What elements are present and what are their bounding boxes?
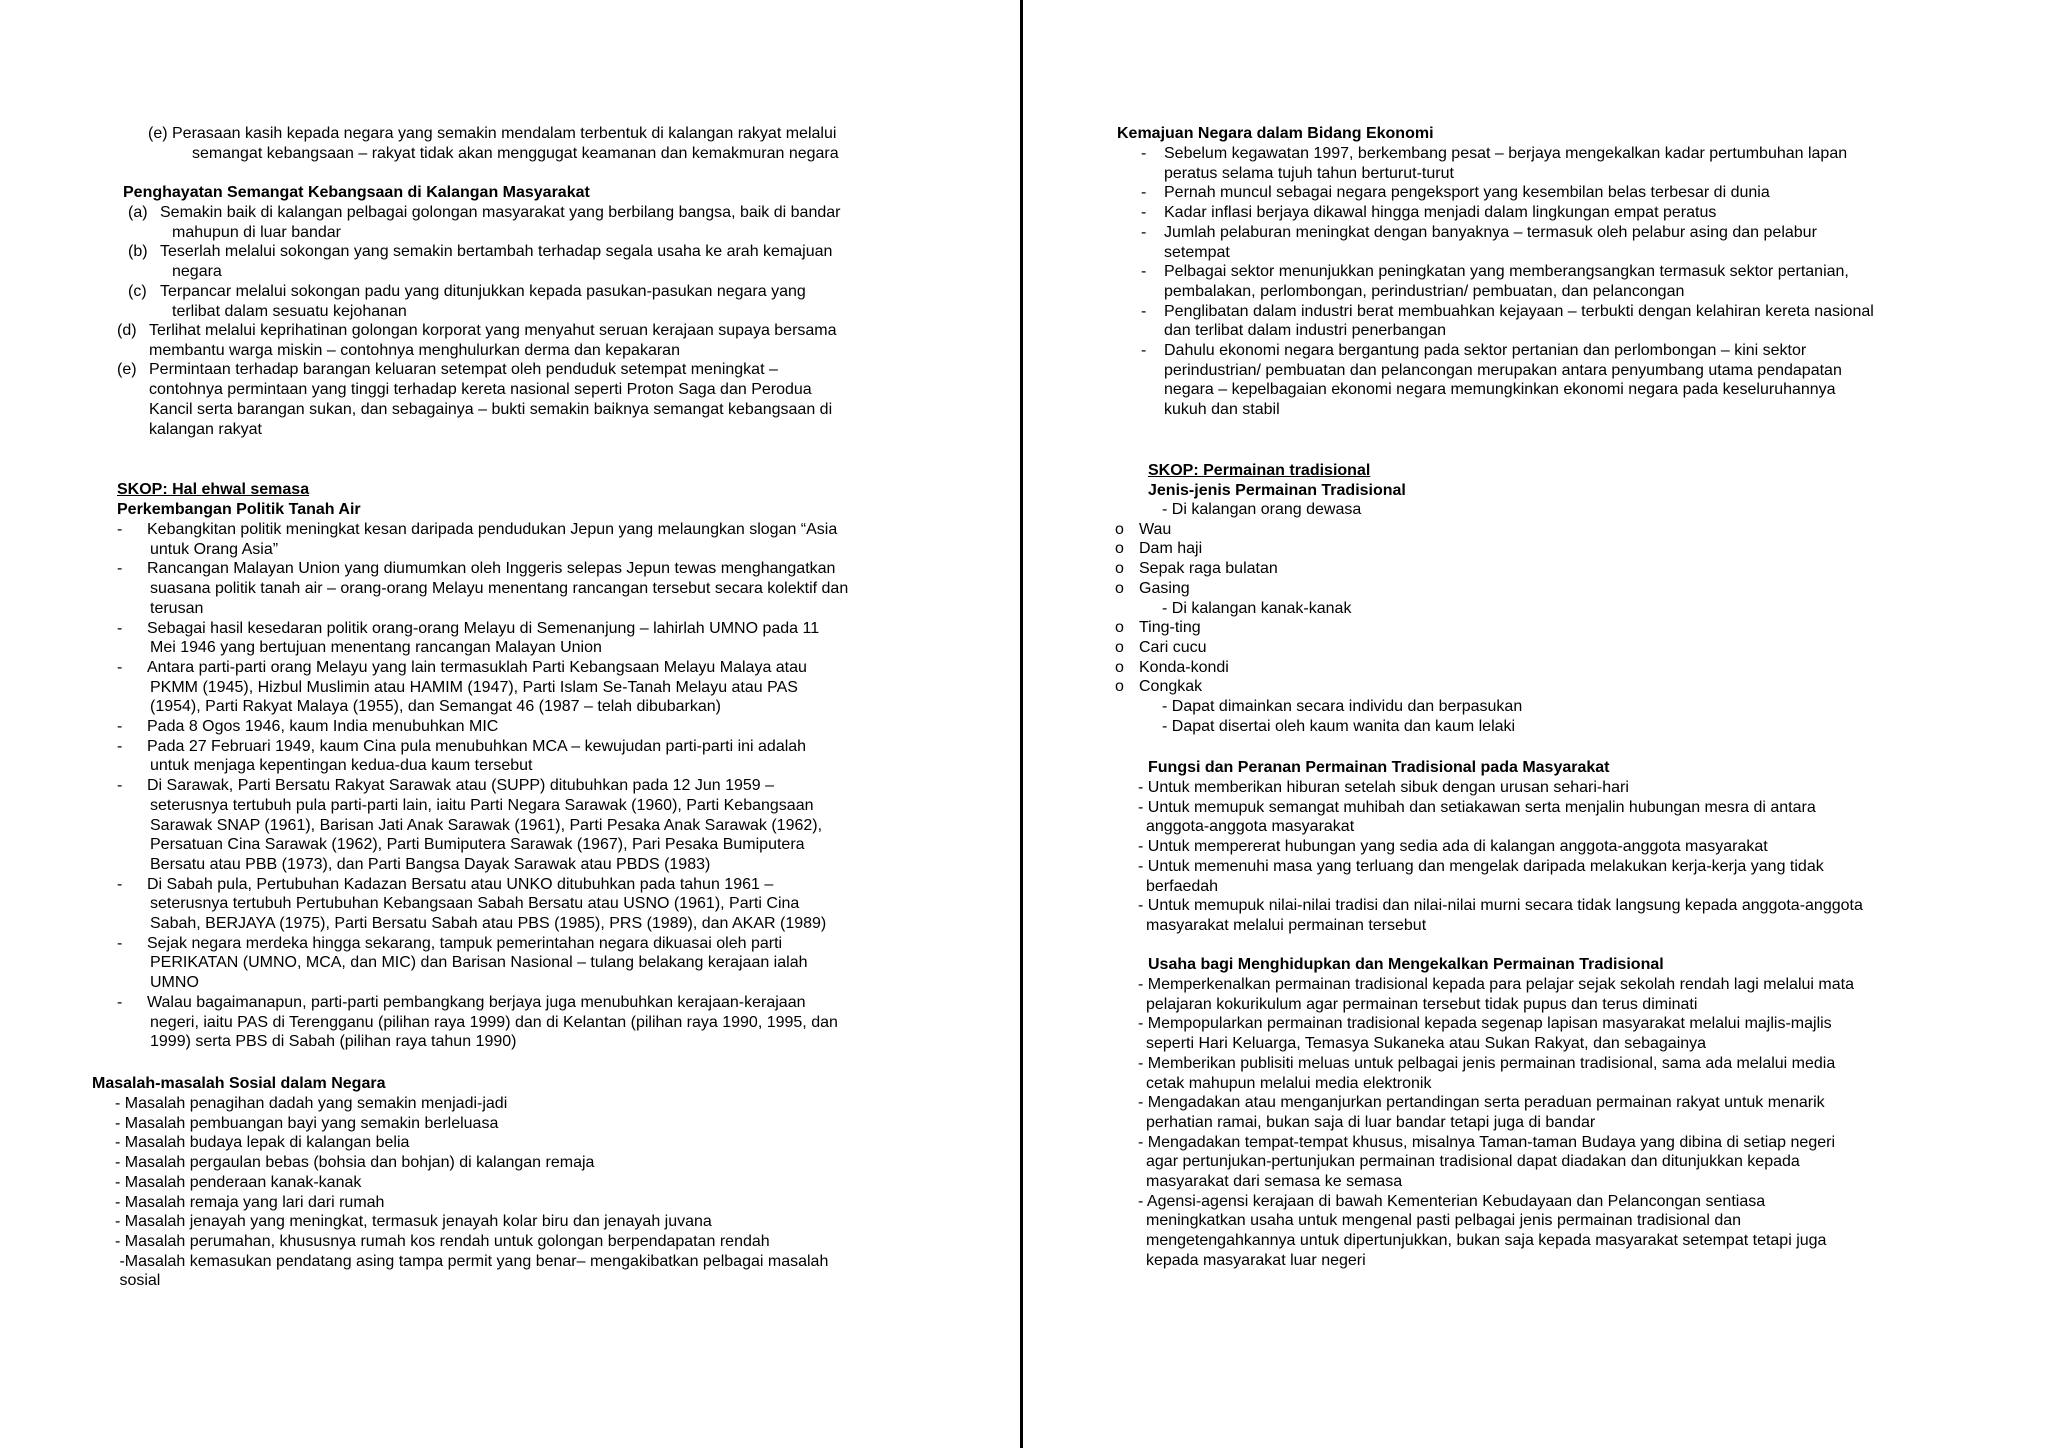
list-item: sosial [115,1272,161,1290]
item-label: Ting-ting [1139,619,1201,637]
item-line: Terpancar melalui sokongan padu yang ditunjukkan kepada pasukan-pasukan negara yang [160,282,806,300]
list-item [117,360,837,439]
masalah-heading: Masalah-masalah Sosial dalam Negara [92,1075,386,1092]
item-line: Di Sarawak, Parti Bersatu Rakyat Sarawak atau (SUPP) ditubuhkan pada 12 Jun 1959 – [147,777,775,795]
item-line: untuk menjaga kepentingan kedua-dua kaum tersebut [150,757,533,775]
item-line: Sarawak SNAP (1961), Barisan Jati Anak Sarawak (1961), Parti Pesaka Anak Sarawak (1962), [150,816,823,834]
item-bullet: - [1141,145,1147,162]
item-line: Sebagai hasil kesedaran politik orang-orang Melayu di Semenanjung – lahirlah UMNO pada 11 [147,619,820,637]
sub-heading: - Di kalangan orang dewasa [1162,501,1362,518]
item-line: membantu warga miskin – contohnya menghulurkan derma dan kepakaran [149,341,680,359]
item-bullet: - [1141,263,1147,281]
item-line: Penglibatan dalam industri berat membuahkan kejayaan – terbukti dengan kelahiran kereta nasional [1164,302,1874,320]
list-item [128,203,840,242]
item-label: Sepak raga bulatan [1139,560,1278,578]
left-page [0,0,1023,1448]
list-item [1115,579,1522,599]
item-bullet: - [117,737,123,755]
item-bullet: - [117,777,123,795]
item-marker: (a) [128,204,148,221]
item-line: - Mempopularkan permainan tradisional kepada segenap lapisan masyarakat melalui majlis-majlis [1138,1015,1832,1033]
item-line: Sebelum kegawatan 1997, berkembang pesat – berjaya mengekalkan kadar pertumbuhan lapan [1164,145,1848,162]
item-line: berfaedah [1146,877,1219,895]
item-line: peratus selama tujuh tahun berturut-turut [1164,164,1454,182]
item-line: Teserlah melalui sokongan yang semakin bertambah terhadap segala usaha ke arah kemajuan [160,243,833,261]
list-item: - Masalah remaja yang lari dari rumah [115,1193,385,1211]
circle-bullet: o [1115,560,1124,578]
item-line: Antara parti-parti orang Melayu yang lain termasuklah Parti Kebangsaan Melayu Malaya atau [147,658,807,676]
item-line: seterusnya tertubuh Pertubuhan Kebangsaan Sabah Bersatu atau USNO (1961), Parti Cina [150,895,800,913]
penghayatan-list [128,203,840,321]
list-item [1141,144,1961,183]
item-line: - Untuk memupuk semangat muhibah dan setiakawan serta menjalin hubungan mesra di antara [1138,798,1816,816]
item-bullet: - [117,619,123,637]
item-line: UMNO [150,974,199,992]
list-item [1138,857,1863,896]
item-marker: (c) [128,282,147,300]
list-item [117,776,937,875]
list-item [117,737,937,776]
list-item: - Masalah perumahan, khususnya rumah kos rendah untuk golongan berpendapatan rendah [115,1232,770,1250]
list-item [117,717,937,737]
item-line: untuk Orang Asia” [150,540,279,558]
item-label: Dam haji [1139,540,1203,558]
item-line: meningkatkan usaha untuk mengenal pasti pelbagai jenis permainan tradisional dan [1146,1212,1742,1230]
item-line: suasana politik tanah air – orang-orang Melayu menentang rancangan tersebut secara kolektif dan [150,580,849,598]
item-line: Rancangan Malayan Union yang diumumkan oleh Inggeris selepas Jepun tewas menghangatkan [147,560,836,578]
penghayatan-heading: Penghayatan Semangat Kebangsaan di Kalangan Masyarakat [123,184,590,201]
list-item [1138,1014,1854,1053]
item-line: PKMM (1945), Hizbul Muslimin atau HAMIM (1947), Parti Islam Se-Tanah Melayu atau PAS [150,678,798,696]
item-line: Pada 27 Februari 1949, kaum Cina pula menubuhkan MCA – kewujudan parti-parti ini adalah [147,737,807,755]
item-label: Cari cucu [1139,638,1207,656]
item-bullet: - [1141,342,1147,360]
item-bullet: - [117,934,123,952]
item-line: Semakin baik di kalangan pelbagai golongan masyarakat yang berbilang bangsa, baik di bandar [160,204,841,221]
list-item [1141,223,1961,262]
list-item [1115,539,1522,559]
item-marker: (e) [148,125,168,142]
item-bullet: - [1141,302,1147,320]
item-line: perhatian ramai, bukan saja di luar bandar tetapi juga di bandar [1146,1113,1596,1131]
item-line: negeri, iaitu PAS di Terengganu (pilihan raya 1999) dan di Kelantan (pilihan raya 1990, 1995, dan [150,1013,838,1031]
list-item: - Masalah budaya lepak di kalangan belia [115,1134,410,1152]
item-line: kalangan rakyat [149,420,262,438]
item-line: pelajaran kokurikulum agar permainan tersebut tidak pupus dan terus diminati [1146,995,1698,1013]
list-item: - Masalah pergaulan bebas (bohsia dan bohjan) di kalangan remaja [115,1154,595,1172]
item-marker: (d) [117,322,137,339]
item-line: Kancil serta barangan sukan, dan sebagainya – bukti semakin baiknya semangat kebangsaan di [149,400,833,418]
circle-bullet: o [1115,658,1124,676]
list-item [1138,975,1854,1014]
item-line: setempat [1164,243,1230,261]
item-label: Congkak [1139,678,1203,696]
item-bullet: - [117,658,123,676]
skop-permainan [1148,461,1406,500]
masalah-list [115,1094,828,1291]
list-item [1115,658,1522,678]
right-page [1023,0,2048,1448]
circle-bullet: o [1115,619,1124,637]
item-line: Perasaan kasih kepada negara yang semakin mendalam terbentuk di kalangan rakyat melalui [172,125,837,142]
note-line: - Dapat disertai oleh kaum wanita dan kaum lelaki [1162,717,1516,735]
item-line: mahupun di luar bandar [172,223,342,241]
item-line: Jumlah pelaburan meningkat dengan banyaknya – termasuk oleh pelabur asing dan pelabur [1164,223,1817,241]
intro-item-e [148,124,839,163]
list-item [1141,341,1961,420]
jenis-list [1115,500,1522,736]
list-item [1115,559,1522,579]
item-label: Gasing [1139,579,1190,597]
list-item [117,658,937,717]
item-line: pembalakan, perlombongan, perindustrian/ pembuatan, dan pelancongan [1164,282,1685,300]
item-line: - Memberikan publisiti meluas untuk pelbagai jenis permainan tradisional, sama ada melalui media [1138,1054,1836,1072]
list-item [1115,618,1522,638]
list-item [1138,1192,1854,1271]
skop-semasa [117,480,361,519]
list-item [1115,677,1522,697]
usaha-list [1138,975,1854,1271]
list-item [117,520,937,559]
item-line: dan terlibat dalam industri penerbangan [1164,322,1446,340]
item-line: - Mengadakan atau menganjurkan pertandingan serta peraduan permainan rakyat untuk menarik [1138,1094,1825,1112]
jenis-heading: Jenis-jenis Permainan Tradisional [1148,481,1406,499]
circle-bullet: o [1115,520,1124,538]
item-line: Pernah muncul sebagai negara pengeksport yang kesembilan belas terbesar di dunia [1164,184,1770,202]
list-item: - Masalah pembuangan bayi yang semakin berleluasa [115,1114,499,1132]
item-line: Persatuan Cina Sarawak (1962), Parti Bumiputera Sarawak (1967), Pari Pesaka Bumiputera [150,836,805,854]
item-line: agar pertunjukan-pertunjukan permainan tradisional dapat diadakan dan ditunjukkan kepada [1146,1153,1800,1171]
penghayatan-list-continued [117,321,837,439]
note-line: - Dapat dimainkan secara individu dan berpasukan [1162,698,1523,716]
list-item [117,619,937,658]
item-line: Permintaan terhadap barangan keluaran setempat oleh penduduk setempat meningkat – [149,361,778,379]
item-line: Dahulu ekonomi negara bergantung pada sektor pertanian dan perlombongan – kini sektor [1164,342,1807,360]
list-item [1138,798,1863,837]
item-line: Pada 8 Ogos 1946, kaum India menubuhkan MIC [147,718,499,736]
circle-bullet: o [1115,638,1124,656]
item-line: kukuh dan stabil [1164,401,1280,419]
item-line: Sejak negara merdeka hingga sekarang, tampuk pemerintahan negara dikuasai oleh parti [147,934,783,952]
item-line: contohnya permintaan yang tinggi terhadap kereta nasional seperti Proton Saga dan Perodua [149,381,812,399]
ekonomi-heading: Kemajuan Negara dalam Bidang Ekonomi [1117,125,1434,142]
item-bullet: - [117,993,123,1011]
list-item: - Masalah jenayah yang meningkat, termasuk jenayah kolar biru dan jenayah juvana [115,1213,712,1231]
list-item [1115,638,1522,658]
item-line: Di Sabah pula, Pertubuhan Kadazan Bersatu atau UNKO ditubuhkan pada tahun 1961 – [147,875,774,893]
item-line: negara [172,263,222,281]
item-line: - Untuk memupuk nilai-nilai tradisi dan nilai-nilai murni secara tidak langsung kepada anggota-anggota [1138,897,1863,915]
list-item: -Masalah kemasukan pendatang asing tampa permit yang benar– mengakibatkan pelbagai masalah [115,1252,829,1270]
list-item [1141,183,1961,203]
item-line: - Untuk memenuhi masa yang terluang dan mengelak daripada melakukan kerja-kerja yang tidak [1138,857,1824,875]
item-bullet: - [1141,184,1147,202]
sub-heading: - Di kalangan kanak-kanak [1162,599,1352,617]
list-item [1115,520,1522,540]
item-line: Sabah, BERJAYA (1975), Parti Bersatu Sabah atau PBS (1985), PRS (1989), dan AKAR (1989) [150,915,827,933]
list-item: - Masalah penderaan kanak-kanak [115,1173,362,1191]
list-item [1141,262,1961,301]
item-line: Terlihat melalui keprihatinan golongan korporat yang menyahut seruan kerajaan supaya bersama [149,322,837,339]
item-line: anggota-anggota masyarakat [1146,818,1355,836]
item-line: PERIKATAN (UMNO, MCA, dan MIC) dan Barisan Nasional – tulang belakang kerajaan ialah [150,954,808,972]
list-item [1138,1133,1854,1192]
item-line: Kebangkitan politik meningkat kesan daripada pendudukan Jepun yang melaungkan slogan “Asia [147,521,838,538]
skop-title: SKOP: Permainan tradisional [1148,462,1371,479]
item-line: seperti Hari Keluarga, Temasya Sukaneka atau Sukan Rakyat, dan sebagainya [1146,1035,1707,1053]
list-item [117,875,937,934]
item-line: - Untuk mempererat hubungan yang sedia ada di kalangan anggota-anggota masyarakat [1138,838,1768,856]
item-line: masyarakat dari semasa ke semasa [1146,1173,1403,1191]
list-item: - Masalah penagihan dadah yang semakin menjadi-jadi [115,1095,508,1112]
item-line: - Mengadakan tempat-tempat khusus, misalnya Taman-taman Budaya yang dibina di setiap negeri [1138,1133,1835,1151]
item-line: perindustrian/ pembuatan dan pelancongan merupakan antara penyumbang utama pendapatan [1164,361,1842,379]
item-bullet: - [117,521,123,538]
item-bullet: - [117,560,123,578]
list-item [128,282,840,321]
skop-title: SKOP: Hal ehwal semasa [117,481,310,498]
ekonomi-list [1141,144,1961,420]
item-line: semangat kebangsaan – rakyat tidak akan menggugat keamanan dan kemakmuran negara [192,144,839,162]
item-line: Walau bagaimanapun, parti-parti pembangkang berjaya juga menubuhkan kerajaan-kerajaan [147,993,806,1011]
usaha-heading: Usaha bagi Menghidupkan dan Mengekalkan Permainan Tradisional [1148,956,1664,973]
list-item [1138,1054,1854,1093]
item-bullet: - [1141,223,1147,241]
item-marker: (e) [117,361,137,379]
item-bullet: - [117,875,123,893]
list-item [1138,778,1863,798]
item-line: Mei 1946 yang bertujuan menentang rancangan Malayan Union [150,639,602,657]
item-label: Konda-kondi [1139,658,1229,676]
item-line: Pelbagai sektor menunjukkan peningkatan yang memberangsangkan termasuk sektor pertanian, [1164,263,1849,281]
item-line: seterusnya tertubuh pula parti-parti lain, iaitu Parti Negara Sarawak (1960), Parti Kebangsaan [150,796,814,814]
item-bullet: - [117,718,123,736]
list-item [1141,203,1961,223]
list-item [128,242,840,281]
circle-bullet: o [1115,540,1124,558]
circle-bullet: o [1115,678,1124,696]
item-line: (1954), Parti Rakyat Malaya (1955), dan Semangat 46 (1987 – telah dibubarkan) [150,698,722,716]
item-line: negara – kepelbagaian ekonomi negara memungkinkan ekonomi negara pada keseluruhannya [1164,381,1836,399]
item-line: terusan [150,599,204,617]
item-label: Wau [1139,520,1172,538]
item-line: Bersatu atau PBB (1973), dan Parti Bangsa Dayak Sarawak atau PBDS (1983) [150,855,711,873]
list-item [1138,896,1863,935]
item-line: terlibat dalam sesuatu kejohanan [172,302,407,320]
item-line: masyarakat melalui permainan tersebut [1146,916,1427,934]
circle-bullet: o [1115,579,1124,597]
list-item [1138,1093,1854,1132]
fungsi-heading: Fungsi dan Peranan Permainan Tradisional pada Masyarakat [1148,759,1610,776]
list-item [1141,302,1961,341]
item-line: mengetengahkannya untuk dipertunjukkan, bukan saja kepada masyarakat setempat tetapi juga [1146,1232,1827,1250]
politik-list [117,520,937,1052]
list-item [117,993,937,1052]
item-line: - Memperkenalkan permainan tradisional kepada para pelajar sejak sekolah rendah lagi melalui mata [1138,976,1854,993]
list-item [117,559,937,618]
item-line: cetak mahupun melalui media elektronik [1146,1074,1432,1092]
list-item [117,321,837,360]
item-line: Kadar inflasi berjaya dikawal hingga menjadi dalam lingkungan empat peratus [1164,204,1717,222]
item-line: 1999) serta PBS di Sabah (pilihan raya tahun 1990) [150,1033,517,1051]
fungsi-list [1138,778,1863,936]
item-line: - Agensi-agensi kerajaan di bawah Kementerian Kebudayaan dan Pelancongan sentiasa [1138,1192,1766,1210]
politik-heading: Perkembangan Politik Tanah Air [117,500,361,518]
item-bullet: - [1141,204,1147,222]
list-item [117,934,937,993]
list-item [1138,837,1863,857]
item-line: - Untuk memberikan hiburan setelah sibuk dengan urusan sehari-hari [1138,779,1629,796]
item-marker: (b) [128,243,148,261]
item-line: kepada masyarakat luar negeri [1146,1251,1366,1269]
